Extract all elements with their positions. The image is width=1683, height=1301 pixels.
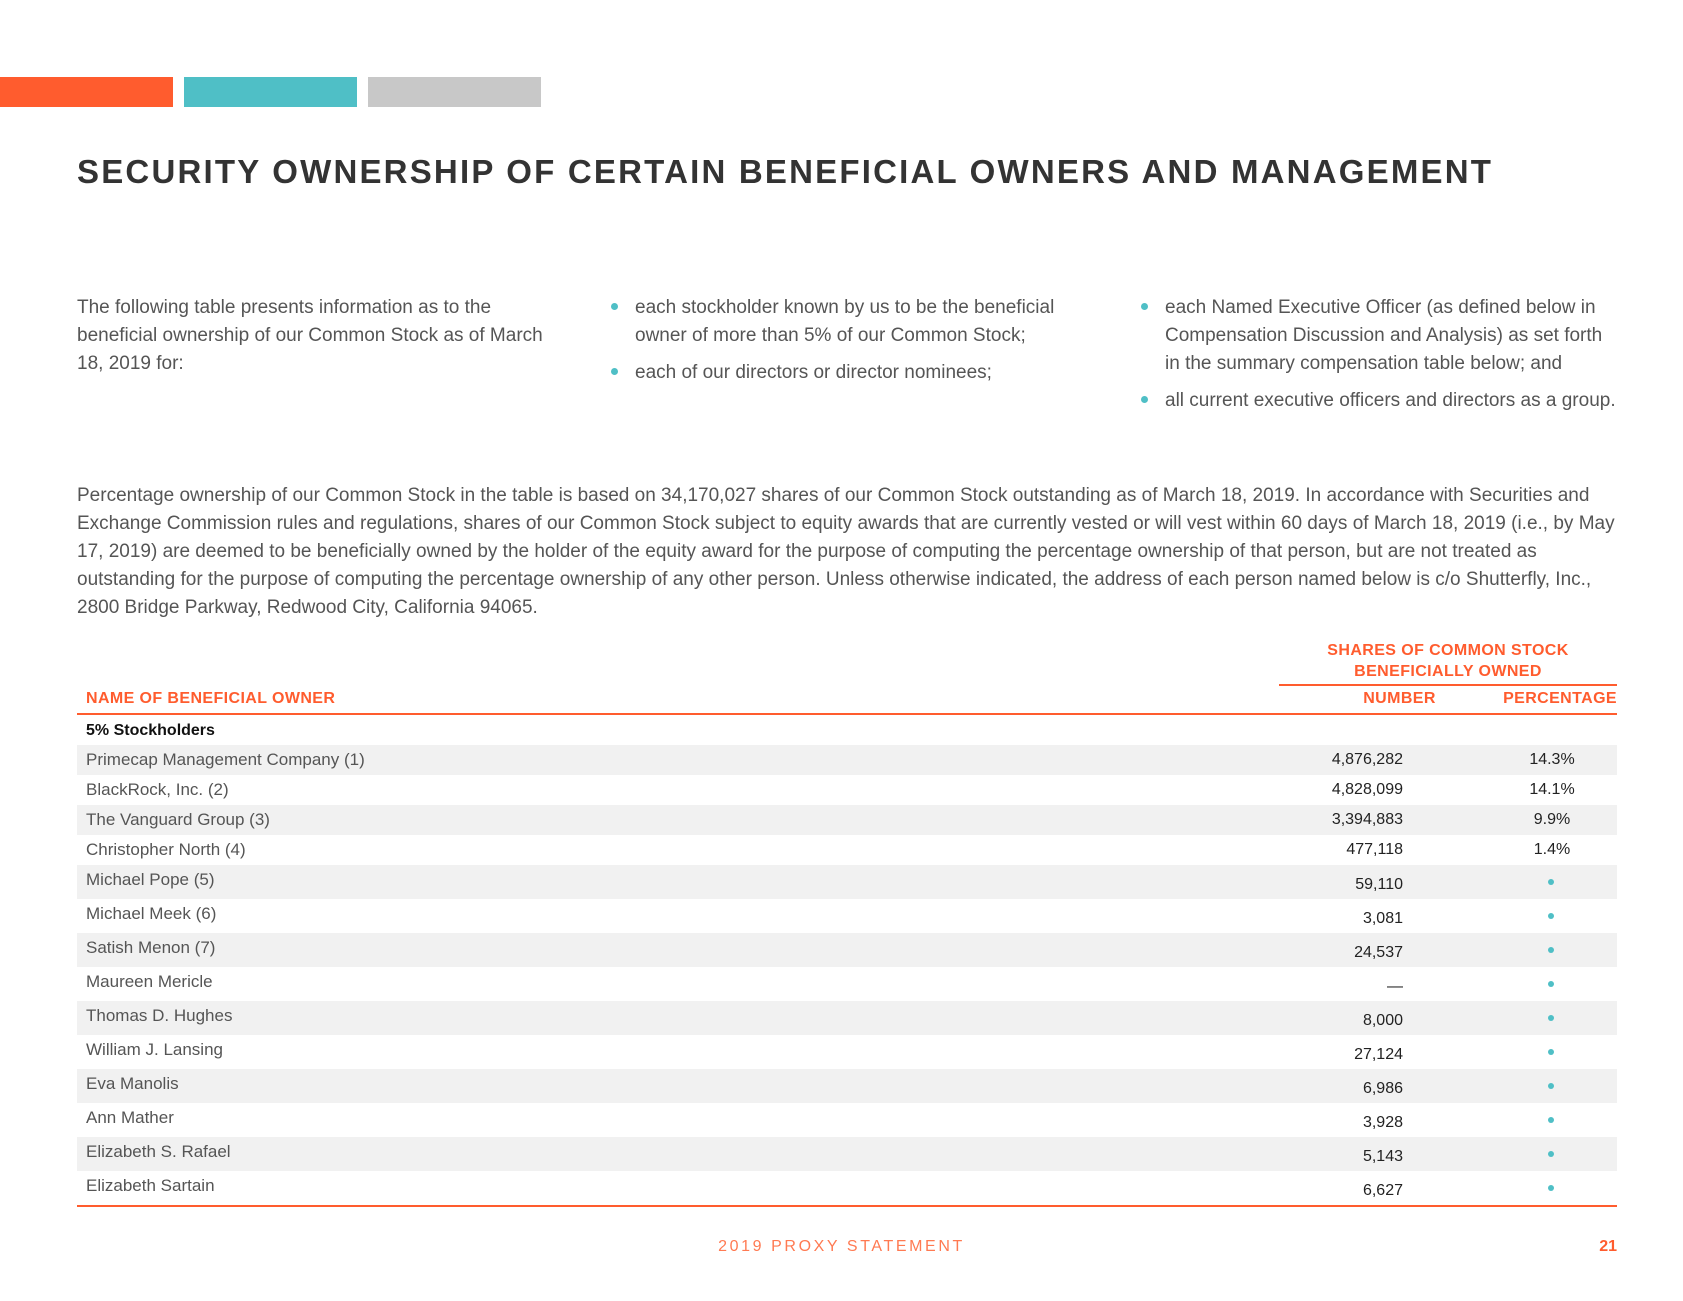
owner-name: Michael Meek (6) bbox=[86, 904, 217, 923]
intro-bullets-col2 bbox=[608, 294, 1068, 396]
owner-name: Eva Manolis bbox=[86, 1074, 179, 1093]
share-number: 4,876,282 bbox=[1331, 751, 1403, 768]
page-title: SECURITY OWNERSHIP OF CERTAIN BENEFICIAL OWNERS AND MANAGEMENT bbox=[77, 153, 1494, 190]
share-number: 5,143 bbox=[1362, 1148, 1403, 1165]
accent-bar-teal bbox=[184, 77, 357, 107]
owner-name: Satish Menon (7) bbox=[86, 938, 216, 957]
table-row bbox=[77, 1001, 1617, 1035]
share-percentage: 14.1% bbox=[1529, 781, 1575, 798]
less-than-one-percent-dot-icon bbox=[1548, 879, 1554, 885]
owner-name: Michael Pope (5) bbox=[86, 870, 215, 889]
table-body bbox=[77, 716, 1617, 1207]
share-number: 3,928 bbox=[1362, 1114, 1403, 1131]
table-row bbox=[77, 745, 1617, 775]
intro-bullets-col3 bbox=[1138, 294, 1620, 424]
less-than-one-percent-dot-icon bbox=[1548, 1049, 1554, 1055]
share-number: 8,000 bbox=[1362, 1012, 1403, 1029]
share-number: 477,118 bbox=[1346, 841, 1403, 858]
table-row bbox=[77, 805, 1617, 835]
owner-name: Ann Mather bbox=[86, 1108, 174, 1127]
table-row bbox=[77, 1069, 1617, 1103]
group-header-rule bbox=[1279, 684, 1617, 686]
owner-name: Christopher North (4) bbox=[86, 840, 246, 859]
less-than-one-percent-dot-icon bbox=[1548, 947, 1554, 953]
accent-bar-gray bbox=[368, 77, 541, 107]
share-percentage: 1.4% bbox=[1533, 841, 1571, 858]
bullet-text: all current executive officers and directors as a group. bbox=[1165, 390, 1616, 411]
header-rule bbox=[77, 713, 1617, 715]
bullet-item bbox=[1138, 387, 1620, 415]
page-number: 21 bbox=[1599, 1238, 1617, 1255]
table-row bbox=[77, 933, 1617, 967]
table-row bbox=[77, 1171, 1617, 1205]
bullet-item bbox=[608, 359, 1068, 387]
share-number: 4,828,099 bbox=[1331, 781, 1403, 798]
bullet-dot-icon bbox=[1141, 303, 1148, 310]
table-header bbox=[77, 690, 1617, 713]
owner-name: William J. Lansing bbox=[86, 1040, 223, 1059]
less-than-one-percent-dot-icon bbox=[1548, 1083, 1554, 1089]
table-row bbox=[77, 1103, 1617, 1137]
share-number: 6,627 bbox=[1362, 1182, 1403, 1199]
less-than-one-percent-dot-icon bbox=[1548, 981, 1554, 987]
owner-name: The Vanguard Group (3) bbox=[86, 810, 270, 829]
section-label: 5% Stockholders bbox=[86, 722, 215, 739]
owner-name: Elizabeth Sartain bbox=[86, 1176, 215, 1195]
bullet-dot-icon bbox=[611, 303, 618, 310]
table-row bbox=[77, 967, 1617, 1001]
bullet-item bbox=[608, 294, 1068, 350]
bullet-text: each Named Executive Officer (as defined below in Compensation Discussion and Analysis) as set forth in the summary compensation table below; and bbox=[1165, 297, 1603, 374]
table-row bbox=[77, 1035, 1617, 1069]
share-number: — bbox=[1387, 978, 1403, 995]
share-number: 3,081 bbox=[1362, 910, 1403, 927]
owner-name: Primecap Management Company (1) bbox=[86, 750, 365, 769]
share-percentage: 9.9% bbox=[1533, 811, 1571, 828]
col-header-number: NUMBER bbox=[1363, 690, 1436, 707]
footer-label: 2019 PROXY STATEMENT bbox=[718, 1238, 965, 1255]
table-row bbox=[77, 865, 1617, 899]
share-number: 59,110 bbox=[1355, 876, 1403, 893]
table-row bbox=[77, 775, 1617, 805]
share-number: 3,394,883 bbox=[1331, 811, 1403, 828]
share-number: 27,124 bbox=[1354, 1046, 1403, 1063]
ownership-explanation: Percentage ownership of our Common Stock in the table is based on 34,170,027 shares of our Common Stock outstanding as of March 18, 2019. In accordance with Securities and Exchange Commission rules and regulations, shares of our Common Stock subject to equity awards that are currently vested or will vest within 60 days of March 18, 2019 (i.e., by May 17, 2019) are deemed to be beneficially owned by the holder of the equity award for the purpose of computing the percentage ownership of that person, but are not treated as outstanding for the purpose of computing the percentage ownership of any other person. Unless otherwise indicated, the address of each person named below is c/o Shutterfly, Inc., 2800 Bridge Parkway, Redwood City, California 94065. bbox=[77, 485, 1615, 618]
table-row bbox=[77, 899, 1617, 933]
owner-name: BlackRock, Inc. (2) bbox=[86, 780, 229, 799]
owner-name: Elizabeth S. Rafael bbox=[86, 1142, 231, 1161]
owner-name: Maureen Mericle bbox=[86, 972, 213, 991]
bullet-text: each of our directors or director nominees; bbox=[635, 362, 992, 383]
share-percentage: 14.3% bbox=[1529, 751, 1575, 768]
less-than-one-percent-dot-icon bbox=[1548, 1151, 1554, 1157]
owner-name: Thomas D. Hughes bbox=[86, 1006, 233, 1025]
less-than-one-percent-dot-icon bbox=[1548, 913, 1554, 919]
accent-bar-orange bbox=[0, 77, 173, 107]
less-than-one-percent-dot-icon bbox=[1548, 1015, 1554, 1021]
table-row bbox=[77, 1137, 1617, 1171]
bullet-dot-icon bbox=[1141, 396, 1148, 403]
share-number: 6,986 bbox=[1362, 1080, 1403, 1097]
less-than-one-percent-dot-icon bbox=[1548, 1185, 1554, 1191]
group-header-shares: SHARES OF COMMON STOCK BENEFICIALLY OWNED bbox=[1327, 642, 1569, 680]
bullet-text: each stockholder known by us to be the beneficial owner of more than 5% of our Common Stock; bbox=[635, 297, 1055, 346]
col-header-name: NAME OF BENEFICIAL OWNER bbox=[86, 690, 336, 707]
bullet-dot-icon bbox=[611, 368, 618, 375]
table-bottom-rule bbox=[77, 1205, 1617, 1207]
intro-lead: The following table presents information as to the beneficial ownership of our Common Stock as of March 18, 2019 for: bbox=[77, 297, 543, 374]
col-header-percentage: PERCENTAGE bbox=[1503, 690, 1617, 707]
bullet-item bbox=[1138, 294, 1620, 378]
less-than-one-percent-dot-icon bbox=[1548, 1117, 1554, 1123]
share-number: 24,537 bbox=[1354, 944, 1403, 961]
table-row bbox=[77, 835, 1617, 865]
